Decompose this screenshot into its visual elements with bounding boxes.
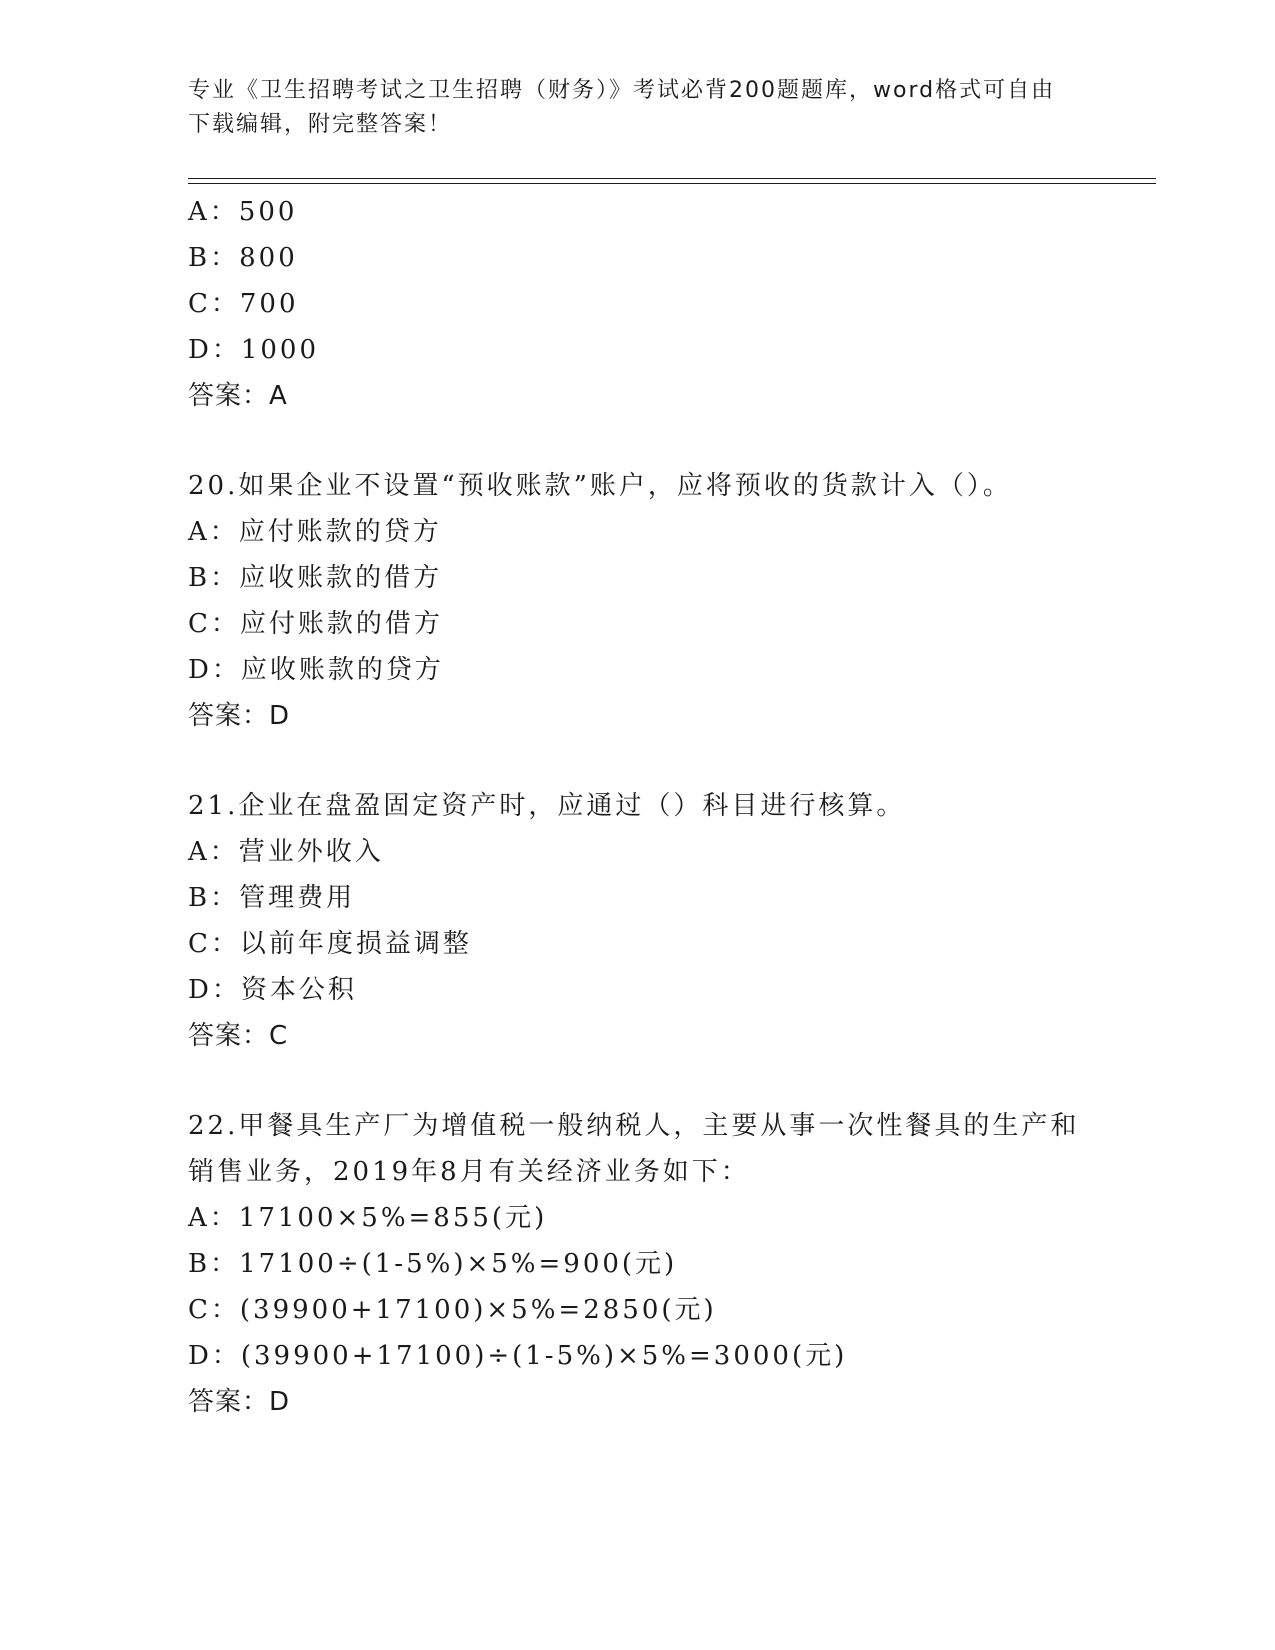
answer: 答案：C: [188, 1021, 289, 1051]
option-c: C：应付账款的借方: [188, 609, 443, 639]
option-a: A：营业外收入: [188, 837, 384, 867]
option-b: B：17100÷(1-5%)×5%=900(元): [188, 1249, 678, 1279]
option-b: B：应收账款的借方: [188, 563, 443, 593]
option-c: C：700: [188, 289, 299, 319]
option-a: A：500: [188, 197, 298, 227]
question-22: [188, 1103, 1088, 1425]
option-d: D：1000: [188, 335, 320, 365]
answer: 答案：D: [188, 1387, 291, 1417]
question-list: [188, 189, 1088, 1425]
option-d: D：资本公积: [188, 975, 357, 1005]
question-21: [188, 783, 1088, 1059]
option-d: D：应收账款的贷方: [188, 655, 444, 685]
document-header: 专业《卫生招聘考试之卫生招聘（财务）》考试必背200题题库，word格式可自由下载编辑，附完整答案！: [188, 78, 1056, 137]
spacer: [188, 739, 1088, 783]
header-rule-bottom: [188, 183, 1156, 184]
answer: 答案：A: [188, 381, 288, 411]
option-c: C：(39900+17100)×5%=2850(元): [188, 1295, 717, 1325]
spacer: [188, 419, 1088, 463]
question-20: [188, 463, 1088, 739]
question-title: 20.如果企业不设置“预收账款”账户，应将预收的货款计入（）。: [188, 471, 1012, 501]
question-title: 22.甲餐具生产厂为增值税一般纳税人，主要从事一次性餐具的生产和销售业务，2019年8月有关经济业务如下：: [188, 1111, 1080, 1187]
spacer: [188, 1059, 1088, 1103]
header-rule-top: [188, 178, 1156, 179]
option-a: A：17100×5%=855(元): [188, 1203, 548, 1233]
answer: 答案：D: [188, 701, 291, 731]
option-a: A：应付账款的贷方: [188, 517, 442, 547]
option-b: B：800: [188, 243, 298, 273]
option-b: B：管理费用: [188, 883, 356, 913]
question-19-continuation: [188, 189, 1088, 419]
option-c: C：以前年度损益调整: [188, 929, 472, 959]
question-title: 21.企业在盘盈固定资产时，应通过（）科目进行核算。: [188, 791, 906, 821]
option-d: D：(39900+17100)÷(1-5%)×5%=3000(元): [188, 1341, 848, 1371]
